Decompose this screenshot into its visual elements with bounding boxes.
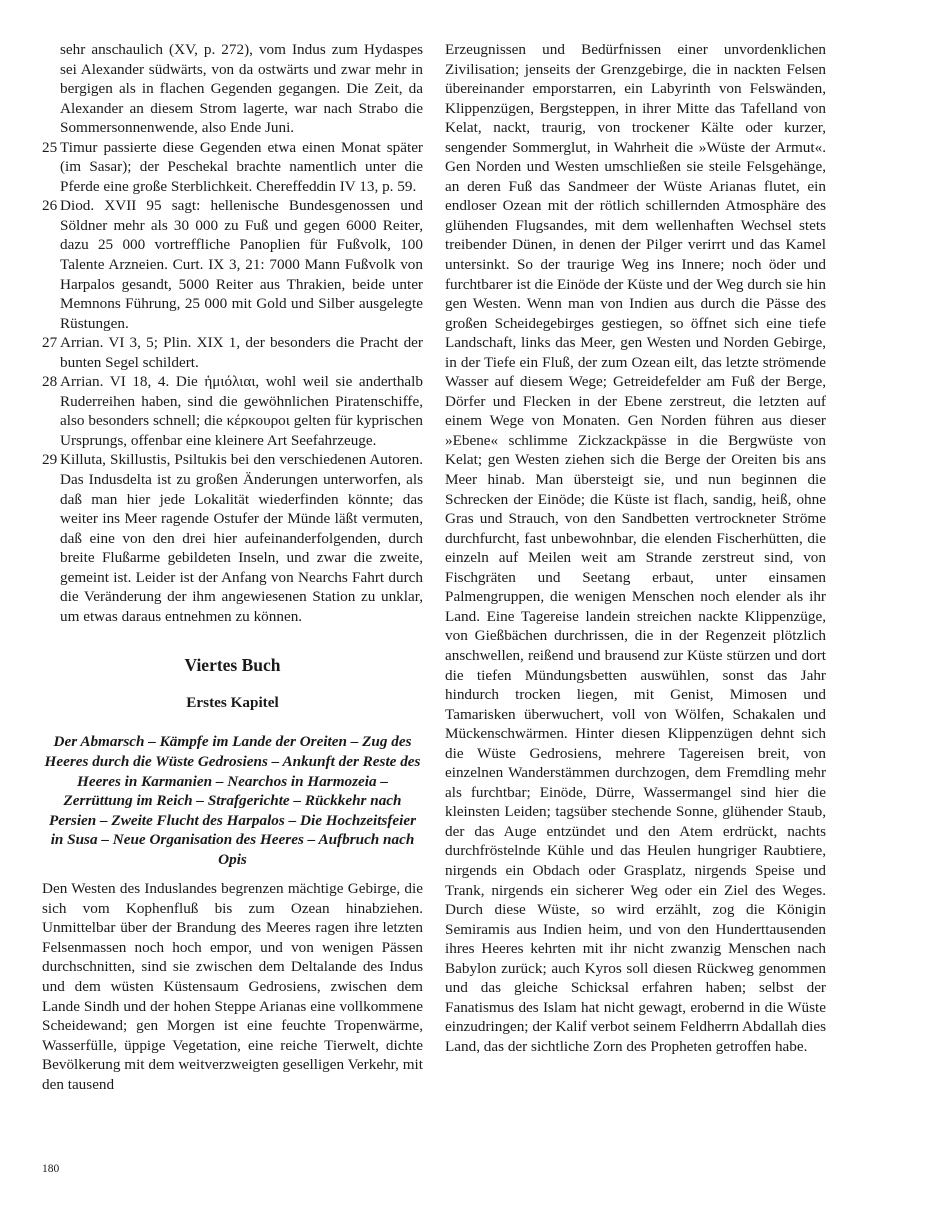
footnote (42, 196, 423, 333)
footnote-text: Diod. XVII 95 sagt: hellenische Bundesgenossen und Söldner mehr als 30 000 zu Fuß und gegen 6000 Reiter, dazu 25 000 vortreffliche Panoplien für Fußvolk, 100 Talente Arzneien. Curt. IX 3, 21: 7000 Mann Fußvolk von Harpalos gesandt, 5000 Reiter aus Thrakien, beide unter Memnons Führung, 25 000 mit Gold und Silber ausgelegte Rüstungen. (60, 197, 423, 332)
chapter-summary: Der Abmarsch – Kämpfe im Lande der Oreiten – Zug des Heeres durch die Wüste Gedrosiens – Ankunft der Reste des Heeres in Karmanien – Nearchos in Harmozeia – Zerrüttung im Reich – Strafgerichte – Rückkehr nach Persien – Zweite Flucht des Harpalos – Die Hochzeitsfeier in Susa – Neue Organisation des Heeres – Aufbruch nach Opis (44, 733, 421, 868)
footnote-number: 29 (42, 451, 58, 469)
page-number: 180 (42, 1163, 60, 1175)
footnote-continuation: sehr anschaulich (XV, p. 272), vom Indus zum Hydaspes sei Alexander südwärts, von da ostwärts und zwar mehr in bergigen als in flachen Gegenden gegangen. Die Zeit, da Alexander an diesem Strom lagerte, war nach Strabo die Sommersonnenwende, also Ende Juni. (60, 41, 423, 137)
footnote-text: Killuta, Skillustis, Psiltukis bei den verschiedenen Autoren. Das Indusdelta ist zu großen Änderungen unterworfen, als daß man hier jede Lokalität wiederfinden könnte; das weiter ins Meer ragende Ostufer der Münde läßt vermuten, daß eine von den drei hier aufeinanderfolgenden, durch breite Flußarme gebildeten Inseln, und zwar die zweite, gemeint ist. Leider ist der Anfang von Nearchs Fahrt durch die Veränderung der ihm angewiesenen Station zu unklar, um etwas daraus entnehmen zu können. (60, 451, 423, 625)
chapter-title: Erstes Kapitel (186, 694, 279, 712)
footnote-number: 28 (42, 373, 58, 391)
footnote-text: Arrian. VI 18, 4. Die ἡμιόλιαι, wohl weil sie anderthalb Ruderreihen haben, sind die gewöhnlichen Piratenschiffe, also besonders schnell; die κέρκουροι gelten für kyprischen Ursprungs, offenbar eine kleinere Art Seefahrzeuge. (60, 373, 423, 449)
footnote-text: Timur passierte diese Gegenden etwa einen Monat später (im Sasar); der Peschekal brachte namentlich unter die Pferde eine große Sterblichkeit. Chereffeddin IV 13, p. 59. (60, 138, 423, 195)
footnote (42, 333, 423, 372)
footnote-number: 27 (42, 334, 58, 352)
footnote-text: Arrian. VI 3, 5; Plin. XIX 1, der besonders die Pracht der bunten Segel schildert. (60, 334, 423, 371)
body-paragraph-continued: Erzeugnissen und Bedürfnissen einer unvordenklichen Zivilisation; jenseits der Grenzgebirge, die in nackten Felsen übereinander emporstarren, ein Labyrinth von Felswänden, Klippenzügen, Bergsteppen, in ihrer Mitte das Tafelland von Kelat, nackt, traurig, von trockener Kälte oder kurzer, sengender Sommerglut, in Wahrheit die »Wüste der Armut«. Gen Norden und Westen umschließen sie steile Felsgehänge, an deren Fuß das Sandmeer der Wüste Arianas flutet, ein endloser Ozean mit der rötlich schillernden Atmosphäre des glühenden Flugsandes, mit dem wellenhaften Wechsel stets treibender Dünen, in denen der Pilger verirrt und das Kamel untersinkt. So der traurige Weg ins Innere; noch öder und furchtbarer ist die Einöde der Küste und der Weg durch sie hin gen Westen. Wenn man von Indien aus durch die Pässe des großen Scheidegebirges gestiegen, so öffnet sich eine tiefe Landschaft, links das Meer, gen Westen und Norden Gebirge, in der Tiefe ein Fluß, der zum Ozean eilt, das letzte strömende Wasser auf diesem Wege; Getreidefelder am Fuß der Berge, Dörfer und Flecken in der Ebene zerstreut, die letzten auf einem Wege von Monaten. Gen Norden führen aus dieser »Ebene« schlimme Zickzackpässe in die Bergwüste von Kelat; gen Westen ziehen sich die Berge der Oreiten bis ans Meer hinab. Man übersteigt sie, und nun beginnen die Schrecken der Einöde; die Küste ist flach, sandig, heiß, ohne Gras und Strauch, von den Sandbetten vertrockneter Ströme durchfurcht, fast unbewohnbar, die elenden Fischerhütten, die einzeln auf Meilen weit am Strande zerstreut sind, von Fischgräten und Seetang erbaut, unter einsamen Palmengruppen, die wenigen Menschen noch elender als ihr Land. Eine Tagereise landein streichen nackte Klippenzüge, von Gießbächen durchrissen, die in der Regenzeit plötzlich anschwellen, reißend und brausend zur Küste stürzen und dort die tiefen Mündungsbetten auswühlen, sonst das Jahr hindurch trocken liegen, mit Genist, Mimosen und Tamarisken überwuchert, voll von Wölfen, Schakalen und Mückenschwärmen. Hinter diesen Klippenzügen dehnt sich die Wüste Gedrosiens, mehrere Tagereisen breit, von einzelnen Wanderstämmen durchzogen, dem Fremdling mehr als furchtbar; Einöde, Dürre, Wassermangel sind hier die kleinsten Leiden; tagsüber stechende Sonne, glühender Staub, der das Auge entzündet und den Atem erdrückt, nachts durchfröstelnde Kühle und das Heulen hungriger Raubtiere, nirgends ein Obdach oder Grasplatz, nirgends Speise und Trank, nirgends ein sicherer Weg oder ein Ziel des Weges. Durch diese Wüste, so wird erzählt, zog die Königin Semiramis aus Indien heim, und von den Hunderttausenden ihres Heeres kehrten mit ihr nicht zwanzig Menschen nach Babylon zurück; auch Kyros soll diesen Rückweg genommen und das gleiche Schicksal erfahren haben; selbst der Fanatismus des Islam hat nicht gewagt, erobernd in die Wüste einzudringen; der Kalif verbot seinem Feldherrn Abdallah dies Land, das der sichtliche Zorn des Propheten getroffen habe. (445, 41, 826, 1055)
body-paragraph: Den Westen des Induslandes begrenzen mächtige Gebirge, die sich vom Kophenfluß bis zum Ozean hinabziehen. Unmittelbar über der Brandung des Meeres ragen ihre letzten Felsenmassen noch hoch empor, und von wenigen Pässen durchschnitten, sind sie zwischen dem Deltalande des Indus und dem wüsten Küstensaum Gedrosiens, zwischen dem Lande Sindh und der hohen Steppe Arianas eine vollkommene Scheidewand; gen Morgen ist eine feuchte Tropenwärme, Wasserfülle, üppige Vegetation, eine reiche Tierwelt, dichte Bevölkerung mit dem weitverzweigten geselligen Verkehr, mit den tausend (42, 880, 423, 1093)
footnote-number: 25 (42, 138, 58, 156)
footnote-number: 26 (42, 197, 58, 215)
footnote (42, 450, 423, 626)
footnote (42, 138, 423, 197)
right-column (445, 40, 826, 1056)
book-title: Viertes Buch (184, 655, 281, 676)
left-column (42, 40, 423, 1094)
footnote (42, 372, 423, 450)
